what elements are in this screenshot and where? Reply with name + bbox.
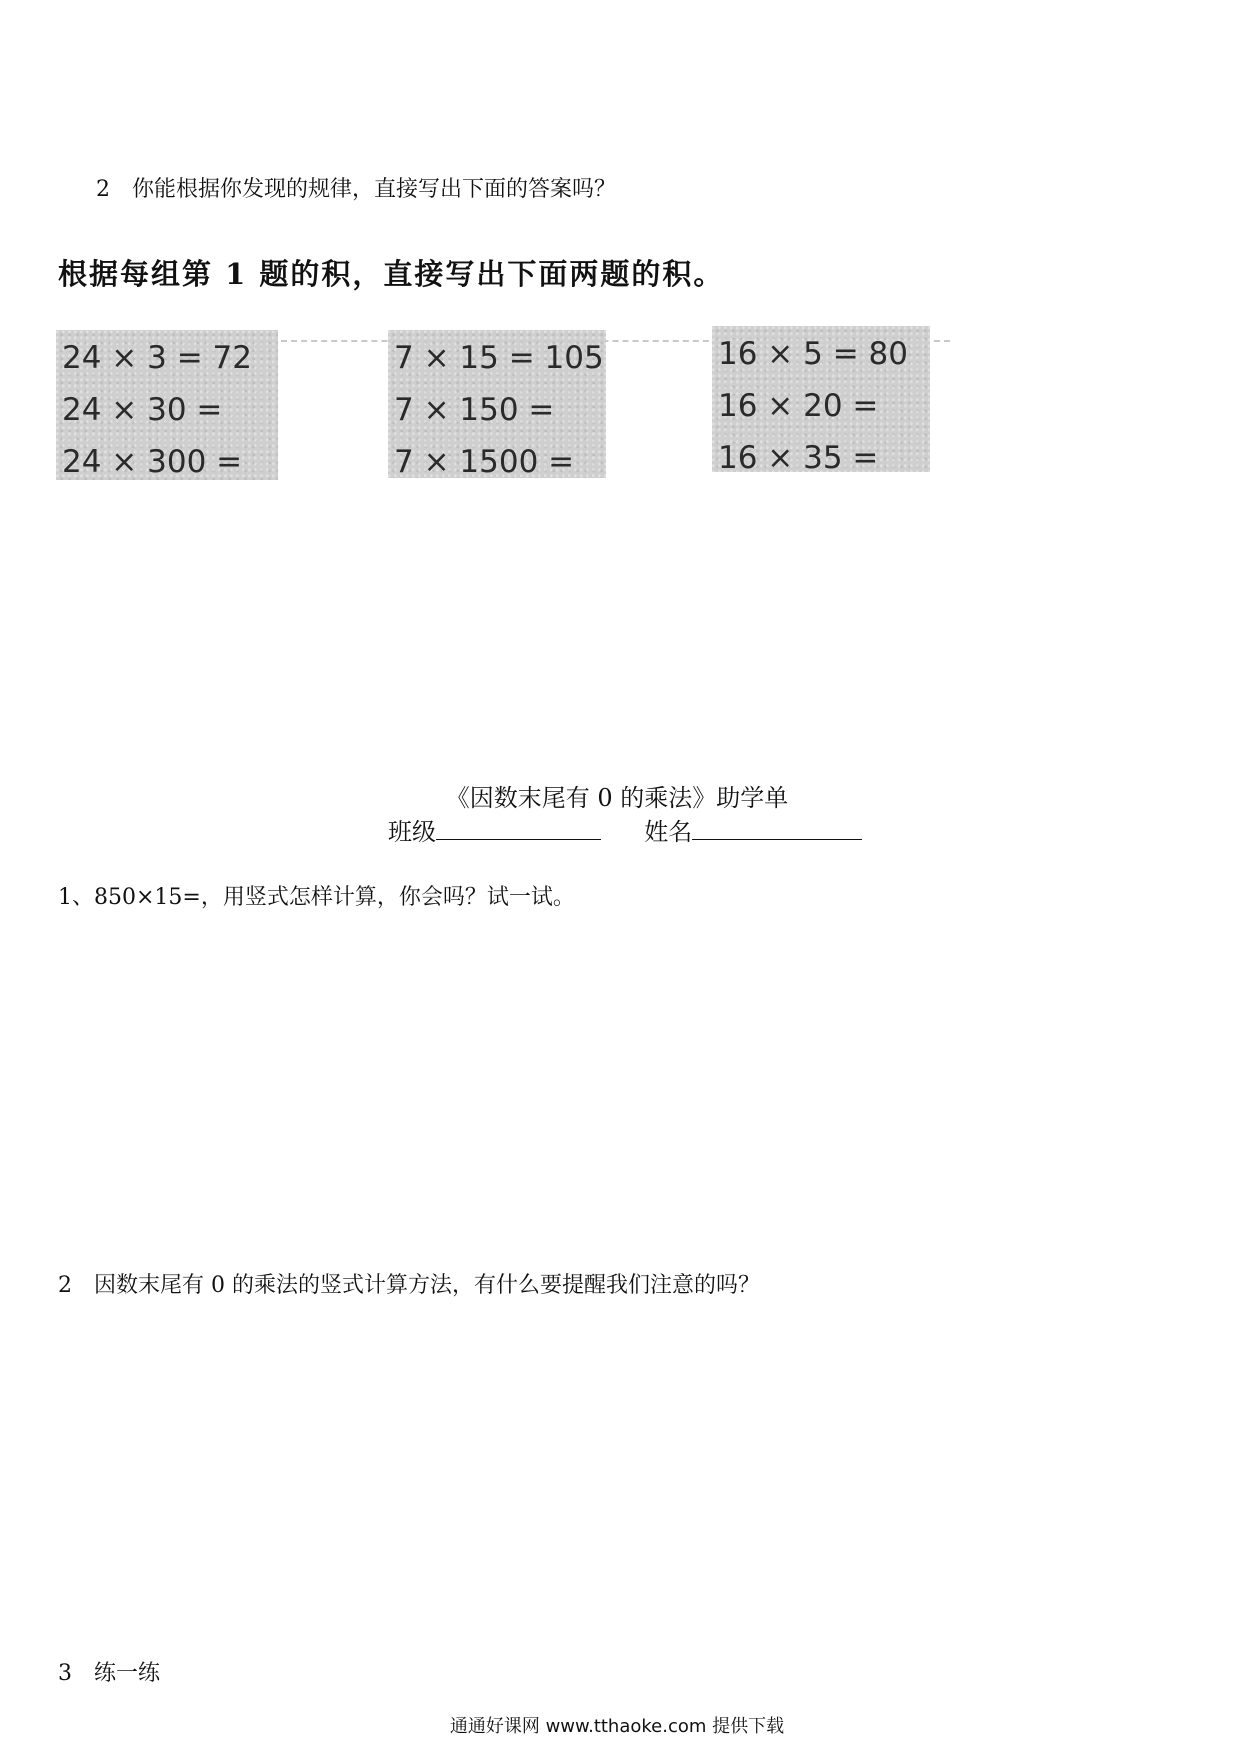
- equation-line: 16 × 35 =: [718, 440, 879, 476]
- equation-line: 24 × 3 = 72: [62, 340, 252, 376]
- equation-line: 16 × 20 =: [718, 388, 879, 424]
- question-number: 2: [58, 1273, 72, 1298]
- question-number: 3: [58, 1661, 72, 1686]
- equation-line: 24 × 30 =: [62, 392, 223, 428]
- equation-line: 7 × 1500 =: [394, 444, 575, 480]
- scan-heading: 根据每组第 1 题的积，直接写出下面两题的积。: [58, 257, 725, 291]
- question-number: 2: [96, 177, 110, 202]
- equation-group-2: [388, 330, 606, 478]
- question-1: [58, 880, 575, 911]
- equation-line: 7 × 150 =: [394, 392, 555, 428]
- equation-group-3: [712, 326, 930, 476]
- question-number: 1、: [58, 885, 94, 910]
- class-blank[interactable]: [436, 819, 601, 840]
- student-info-line: [388, 812, 862, 847]
- name-label: 姓名: [644, 818, 693, 846]
- class-label: 班级: [388, 818, 436, 846]
- equation-line: 7 × 15 = 105: [394, 340, 604, 376]
- equation-line: 24 × 300 =: [62, 444, 243, 480]
- question-text: 因数末尾有 0 的乘法的竖式计算方法，有什么要提醒我们注意的吗？: [94, 1273, 760, 1298]
- question-2: [58, 1268, 760, 1299]
- question-3: [58, 1656, 160, 1687]
- footer-text: 通通好课网 www.tthaoke.com 提供下载: [449, 1716, 785, 1737]
- name-blank[interactable]: [692, 819, 862, 840]
- top-question-2: [96, 172, 616, 203]
- equation-line: 16 × 5 = 80: [718, 336, 908, 372]
- question-text: 你能根据你发现的规律，直接写出下面的答案吗？: [132, 177, 617, 202]
- worksheet-title: 《因数末尾有 0 的乘法》助学单: [445, 784, 789, 812]
- question-text: 练一练: [94, 1661, 161, 1686]
- question-text: 850×15=，用竖式怎样计算，你会吗？试一试。: [94, 885, 575, 910]
- equation-group-1: [56, 330, 278, 480]
